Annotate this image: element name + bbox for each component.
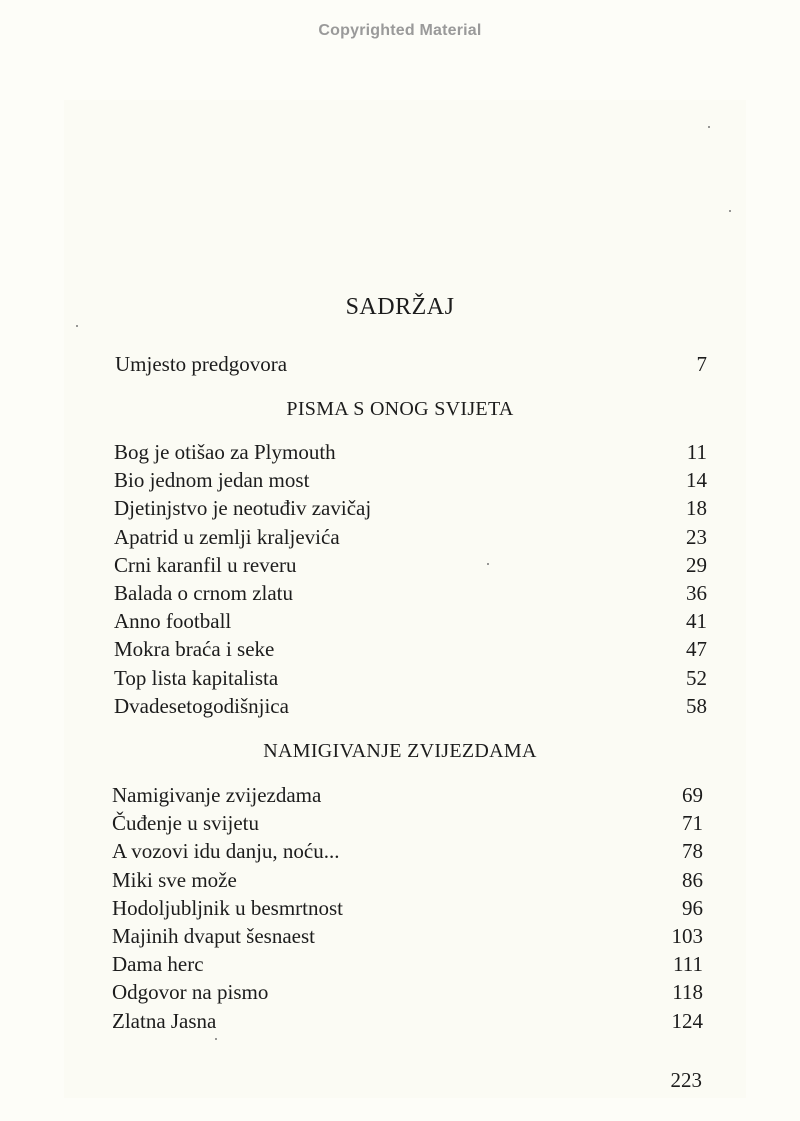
toc-entry-page: 14 xyxy=(686,468,707,492)
toc-entry-label: Apatrid u zemlji kraljevića xyxy=(114,525,340,549)
toc-entry-label: Mokra braća i seke xyxy=(114,637,275,661)
toc-entry-label: Djetinjstvo je neotuđiv zavičaj xyxy=(114,496,372,520)
section-heading-namigivanje: NAMIGIVANJE ZVIJEZDAMA xyxy=(263,740,537,762)
toc-entry-page: 69 xyxy=(682,783,703,807)
toc-entry-label: A vozovi idu danju, noću... xyxy=(112,839,340,863)
toc-entry-intro xyxy=(115,350,707,378)
scan-speck xyxy=(76,325,78,327)
toc-entry-label: Crni karanfil u reveru xyxy=(114,553,297,577)
toc-entry xyxy=(112,978,703,1006)
toc-entry-page: 111 xyxy=(673,952,703,976)
toc-entry xyxy=(112,922,703,950)
toc-entry-label: Odgovor na pismo xyxy=(112,980,269,1004)
toc-entry-label: Čuđenje u svijetu xyxy=(112,811,259,835)
page-number: 223 xyxy=(670,1068,702,1092)
toc-entry-page: 118 xyxy=(672,980,703,1004)
toc-entry-page: 11 xyxy=(686,440,707,464)
toc-entry xyxy=(114,635,707,663)
toc-entry-page: 41 xyxy=(686,609,707,633)
toc-entry-page: 96 xyxy=(682,896,703,920)
toc-entry-page: 124 xyxy=(671,1009,703,1033)
toc-entry xyxy=(114,664,707,692)
toc-entry-page: 29 xyxy=(686,553,707,577)
toc-entry-page: 52 xyxy=(686,666,707,690)
toc-entry-label: Top lista kapitalista xyxy=(114,666,279,690)
toc-entry-page: 103 xyxy=(671,924,703,948)
toc-entry xyxy=(114,607,707,635)
toc-entry-page: 47 xyxy=(686,637,707,661)
toc-entry xyxy=(112,894,703,922)
toc-entry-label: Hodoljubljnik u besmrtnost xyxy=(112,896,343,920)
toc-entry xyxy=(112,866,703,894)
toc-entry-label: Dama herc xyxy=(112,952,204,976)
toc-entry-page: 18 xyxy=(686,496,707,520)
toc-entry xyxy=(112,781,703,809)
toc-entry-label: Anno football xyxy=(114,609,232,633)
toc-entry xyxy=(112,950,703,978)
toc-entry-label: Bog je otišao za Plymouth xyxy=(114,440,336,464)
toc-entry-label: Umjesto predgovora xyxy=(115,352,288,376)
toc-entry-page: 36 xyxy=(686,581,707,605)
scan-speck xyxy=(215,1038,217,1040)
toc-entry xyxy=(114,466,707,494)
toc-entry xyxy=(112,809,703,837)
toc-entry xyxy=(112,837,703,865)
toc-entry-label: Majinih dvaput šesnaest xyxy=(112,924,315,948)
scan-speck xyxy=(487,563,489,565)
toc-entry xyxy=(114,579,707,607)
toc-entry-page: 7 xyxy=(696,352,707,376)
section-heading-pisma: PISMA S ONOG SVIJETA xyxy=(286,398,514,420)
toc-entry-page: 78 xyxy=(682,839,703,863)
toc-entry-label: Zlatna Jasna xyxy=(112,1009,217,1033)
toc-entry-label: Balada o crnom zlatu xyxy=(114,581,294,605)
toc-entry-page: 86 xyxy=(682,868,703,892)
toc-entry xyxy=(114,494,707,522)
toc-entry xyxy=(114,438,707,466)
toc-entry-page: 71 xyxy=(682,811,703,835)
toc-entry-page: 58 xyxy=(686,694,707,718)
toc-entry xyxy=(112,1007,703,1035)
toc-entry-label: Bio jednom jedan most xyxy=(114,468,310,492)
toc-title: SADRŽAJ xyxy=(345,294,455,320)
scan-speck xyxy=(729,210,731,212)
toc-entry xyxy=(114,692,707,720)
copyright-watermark-top: Copyrighted Material xyxy=(318,22,482,39)
toc-entry-label: Miki sve može xyxy=(112,868,237,892)
toc-entry-label: Dvadesetogodišnjica xyxy=(114,694,289,718)
scan-speck xyxy=(708,126,710,128)
toc-entry xyxy=(114,523,707,551)
toc-entry-label: Namigivanje zvijezdama xyxy=(112,783,322,807)
toc-entry-page: 23 xyxy=(686,525,707,549)
toc-entry xyxy=(114,551,707,579)
